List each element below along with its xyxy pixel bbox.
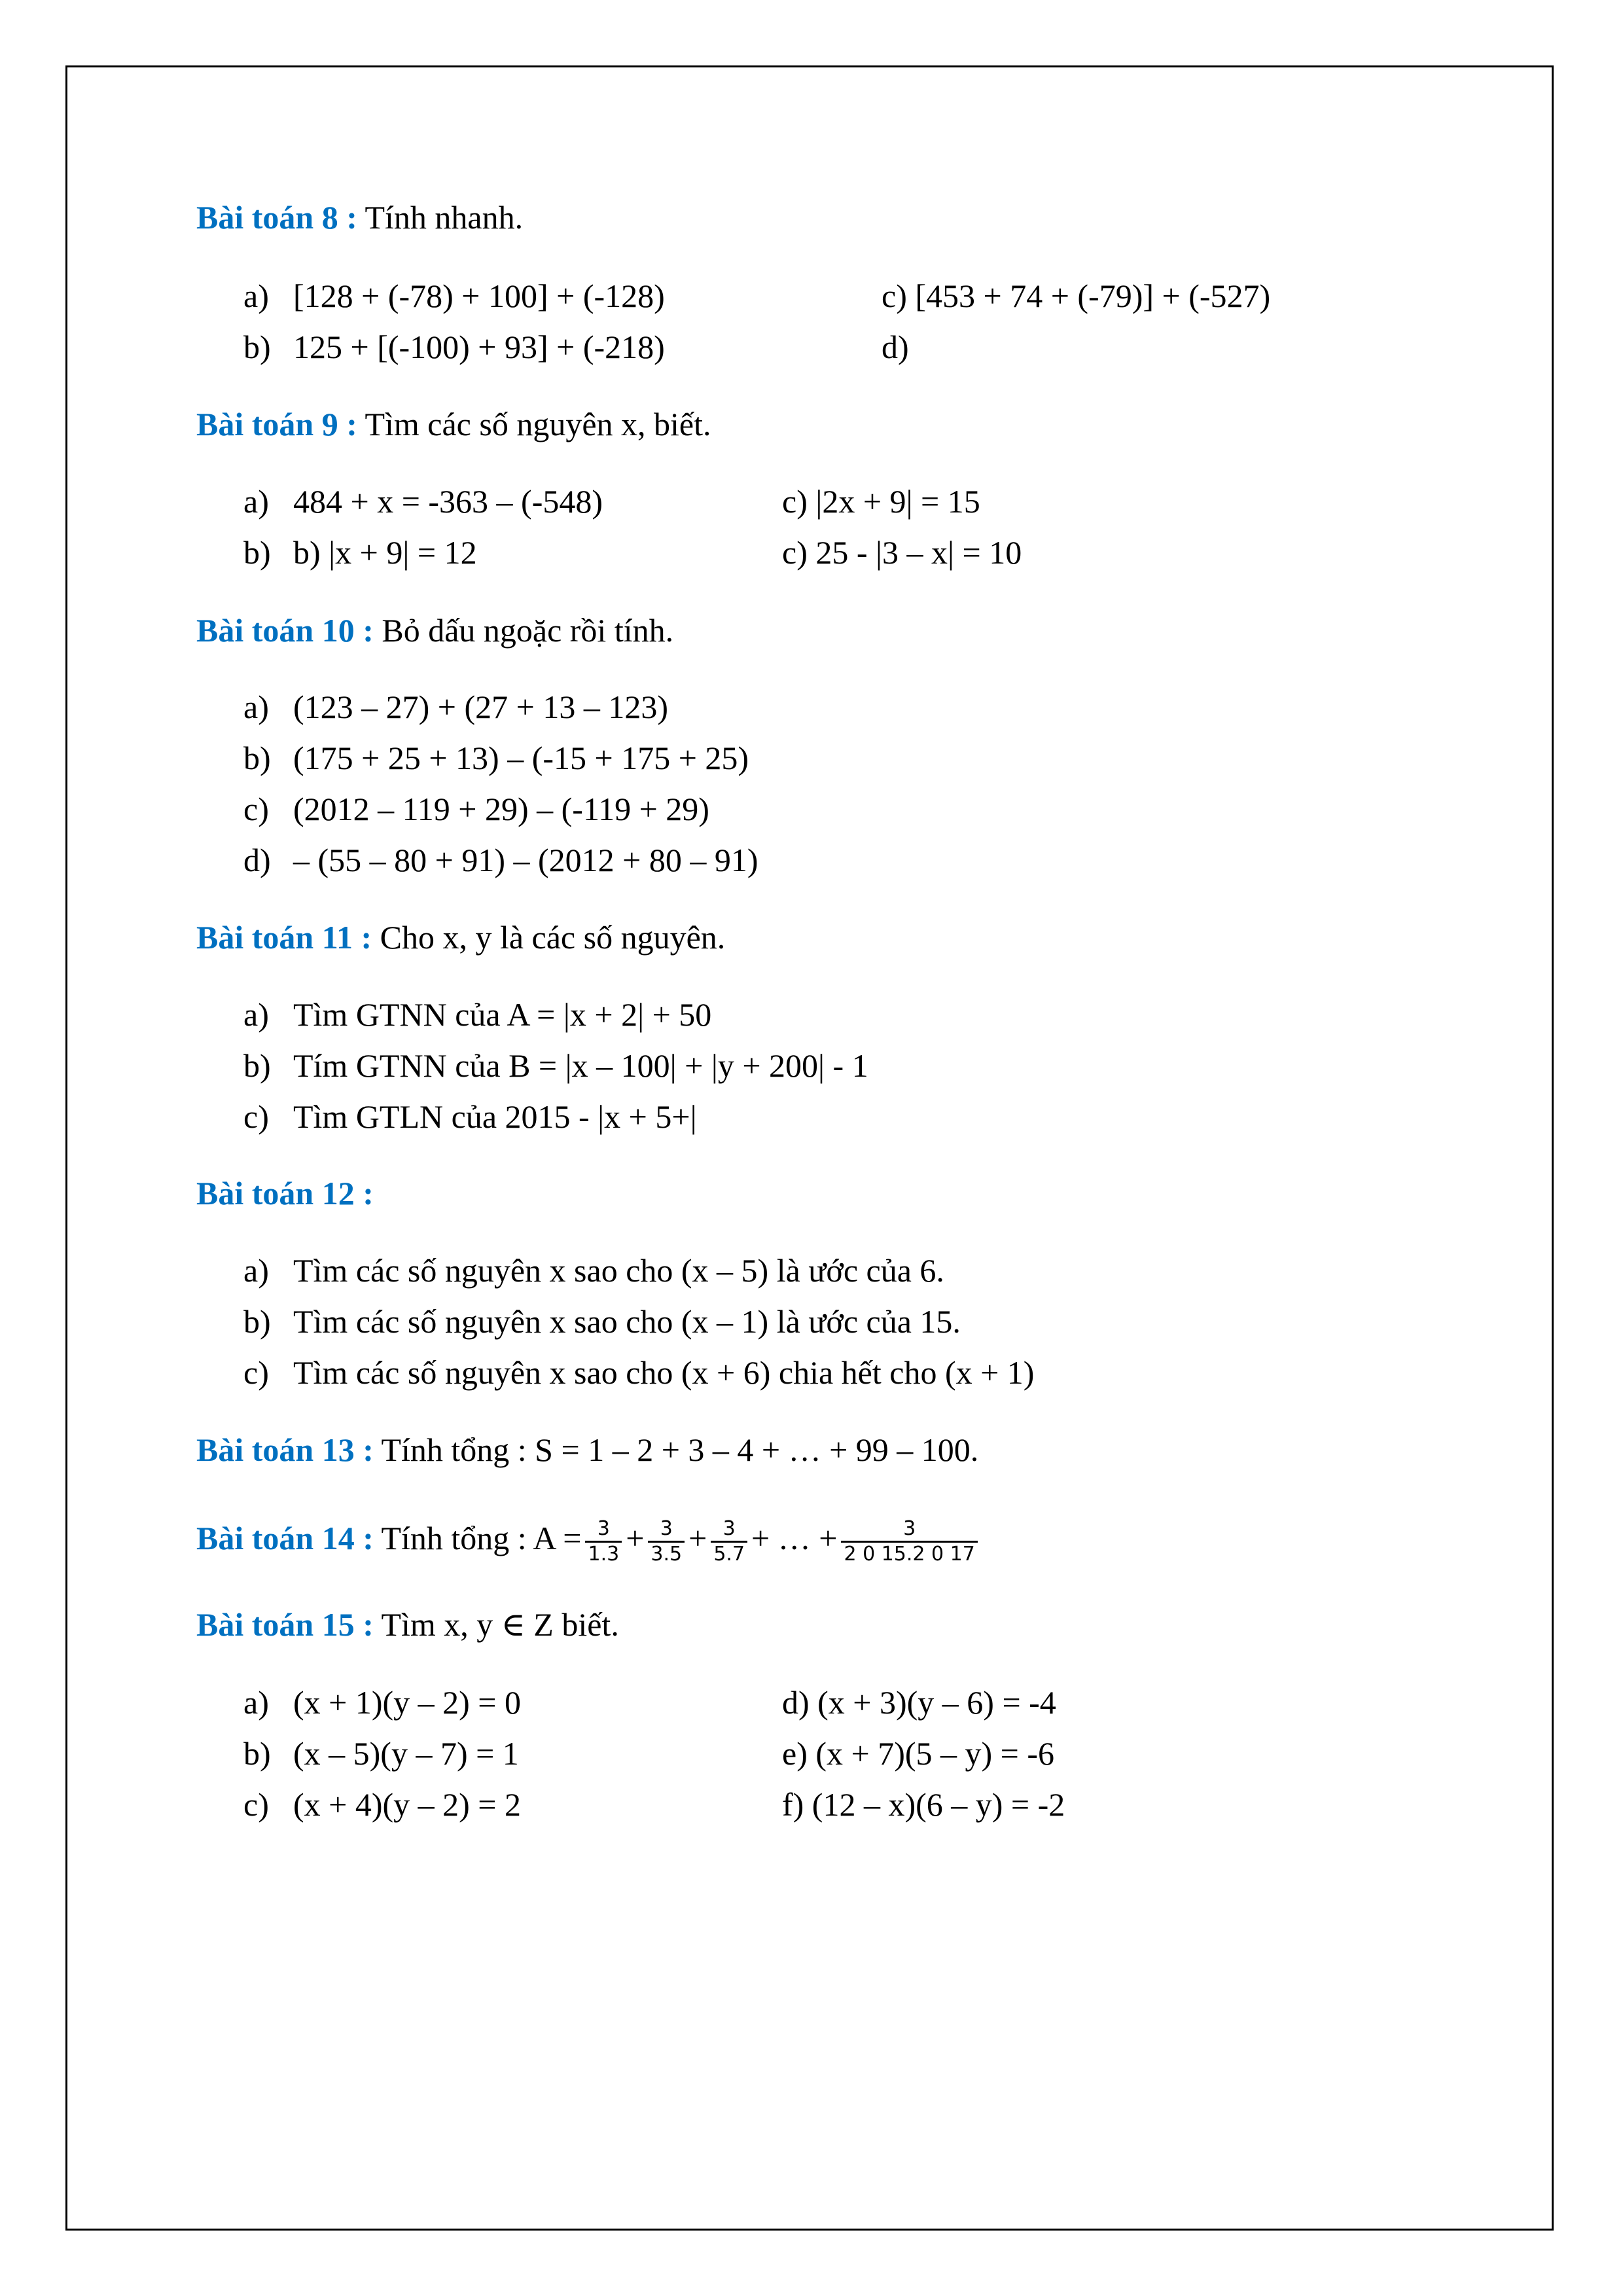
- problem-11-item-a: [243, 995, 711, 1034]
- problem-10-a: (123 – 27) + (27 + 13 – 123): [293, 689, 668, 725]
- problem-11-c: Tìm GTLN của 2015 - |x + 5+|: [293, 1098, 697, 1135]
- plus-sign: +: [688, 1520, 707, 1556]
- ellipsis-term: + … +: [751, 1520, 838, 1556]
- problem-8-c: c) [453 + 74 + (-79)] + (-527): [882, 278, 1271, 314]
- fraction-3: [711, 1517, 747, 1566]
- problem-11-a: Tìm GTNN của A = |x + 2| + 50: [293, 996, 712, 1033]
- problem-11-label: Bài toán 11 :: [196, 919, 372, 956]
- marker-b: b): [243, 1303, 271, 1340]
- plus-sign: +: [626, 1520, 645, 1556]
- problem-12-heading: [196, 1174, 374, 1213]
- problem-10-c: (2012 – 119 + 29) – (-119 + 29): [293, 791, 709, 827]
- marker-a: a): [243, 1252, 269, 1289]
- marker-d: d): [243, 842, 271, 878]
- problem-12-item-a: [243, 1251, 944, 1290]
- problem-15-item-c: [243, 1785, 521, 1824]
- problem-8-d: d): [882, 329, 909, 365]
- problem-15-text: Tìm x, y ∈ Z biết.: [381, 1606, 619, 1643]
- problem-10-d: – (55 – 80 + 91) – (2012 + 80 – 91): [293, 842, 758, 878]
- problem-15-a: (x + 1)(y – 2) = 0: [293, 1684, 521, 1721]
- problem-8-b: 125 + [(-100) + 93] + (-218): [293, 329, 665, 365]
- problem-15-b: (x – 5)(y – 7) = 1: [293, 1735, 519, 1772]
- problem-8-label: Bài toán 8 :: [196, 199, 357, 236]
- problem-15-d: d) (x + 3)(y – 6) = -4: [782, 1684, 1056, 1721]
- problem-15-c: (x + 4)(y – 2) = 2: [293, 1786, 521, 1823]
- fraction-last: [841, 1517, 977, 1566]
- problem-12-item-c: [243, 1353, 1034, 1392]
- fraction-last-numerator: 3: [903, 1517, 916, 1541]
- problem-13-text: Tính tổng : S = 1 – 2 + 3 – 4 + … + 99 – 100.: [381, 1431, 979, 1468]
- problem-10-item-c: [243, 789, 709, 829]
- problem-15-item-a: [243, 1683, 521, 1722]
- problem-15-item-b: [243, 1734, 519, 1773]
- problem-15-f: f) (12 – x)(6 – y) = -2: [782, 1786, 1065, 1823]
- problem-9-item-a: [243, 482, 603, 521]
- fraction-3-denominator: 5.7: [711, 1541, 747, 1566]
- problem-12-b: Tìm các số nguyên x sao cho (x – 1) là ước của 15.: [293, 1303, 961, 1340]
- fraction-3-numerator: 3: [722, 1517, 736, 1541]
- problem-14-heading: [196, 1505, 982, 1571]
- marker-b: b): [243, 740, 271, 776]
- problem-8-item-b: [243, 327, 665, 367]
- problem-13-label: Bài toán 13 :: [196, 1431, 374, 1468]
- marker-b: b): [243, 534, 271, 571]
- marker-c: c): [243, 791, 269, 827]
- marker-a: a): [243, 689, 269, 725]
- problem-11-item-b: [243, 1046, 868, 1085]
- problem-12-item-b: [243, 1302, 961, 1341]
- marker-a: a): [243, 1684, 269, 1721]
- problem-12-label: Bài toán 12 :: [196, 1175, 374, 1211]
- problem-14-label: Bài toán 14 :: [196, 1520, 374, 1556]
- problem-10-heading: [196, 611, 673, 650]
- problem-12-c: Tìm các số nguyên x sao cho (x + 6) chia hết cho (x + 1): [293, 1354, 1035, 1391]
- fraction-1-denominator: 1.3: [585, 1541, 622, 1566]
- problem-11-b: Tím GTNN của B = |x – 100| + |y + 200| - 1: [293, 1047, 868, 1084]
- problem-11-item-c: [243, 1097, 697, 1136]
- problem-10-item-b: [243, 738, 749, 778]
- fraction-2-denominator: 3.5: [648, 1541, 685, 1566]
- problem-13-heading: [196, 1430, 978, 1469]
- problem-9-b: b) |x + 9| = 12: [293, 534, 477, 571]
- problem-9-heading: [196, 404, 711, 444]
- marker-b: b): [243, 1735, 271, 1772]
- problem-8-text: Tính nhanh.: [365, 199, 524, 236]
- problem-11-heading: [196, 918, 725, 957]
- fraction-1-numerator: 3: [597, 1517, 610, 1541]
- problem-10-item-d: [243, 840, 758, 880]
- problem-9-text: Tìm các số nguyên x, biết.: [365, 406, 711, 442]
- problem-9-c: c) |2x + 9| = 15: [782, 483, 980, 520]
- marker-c: c): [243, 1354, 269, 1391]
- problem-11-text: Cho x, y là các số nguyên.: [380, 919, 726, 956]
- problem-15-label: Bài toán 15 :: [196, 1606, 374, 1643]
- marker-c: c): [243, 1098, 269, 1135]
- fraction-1: [585, 1517, 622, 1566]
- problem-10-item-a: [243, 687, 668, 726]
- marker-a: a): [243, 278, 269, 314]
- marker-a: a): [243, 996, 269, 1033]
- marker-c: c): [243, 1786, 269, 1823]
- fraction-2: [648, 1517, 685, 1566]
- problem-9-label: Bài toán 9 :: [196, 406, 357, 442]
- problem-9-a: 484 + x = -363 – (-548): [293, 483, 603, 520]
- problem-15-heading: [196, 1605, 619, 1644]
- problem-12-a: Tìm các số nguyên x sao cho (x – 5) là ước của 6.: [293, 1252, 944, 1289]
- problem-8-a: [128 + (-78) + 100] + (-128): [293, 278, 665, 314]
- problem-9-d: c) 25 - |3 – x| = 10: [782, 534, 1022, 571]
- problem-8-item-a: [243, 276, 665, 315]
- marker-b: b): [243, 1047, 271, 1084]
- problem-14-text: Tính tổng : A =: [381, 1520, 582, 1556]
- problem-8-heading: [196, 198, 523, 237]
- marker-a: a): [243, 483, 269, 520]
- problem-9-item-b: [243, 533, 477, 572]
- problem-15-e: e) (x + 7)(5 – y) = -6: [782, 1735, 1054, 1772]
- problem-10-b: (175 + 25 + 13) – (-15 + 175 + 25): [293, 740, 749, 776]
- marker-b: b): [243, 329, 271, 365]
- fraction-last-denominator: 2 0 15.2 0 17: [841, 1541, 977, 1566]
- problem-10-label: Bài toán 10 :: [196, 612, 374, 649]
- problem-10-text: Bỏ dấu ngoặc rồi tính.: [382, 612, 674, 649]
- fraction-2-numerator: 3: [660, 1517, 673, 1541]
